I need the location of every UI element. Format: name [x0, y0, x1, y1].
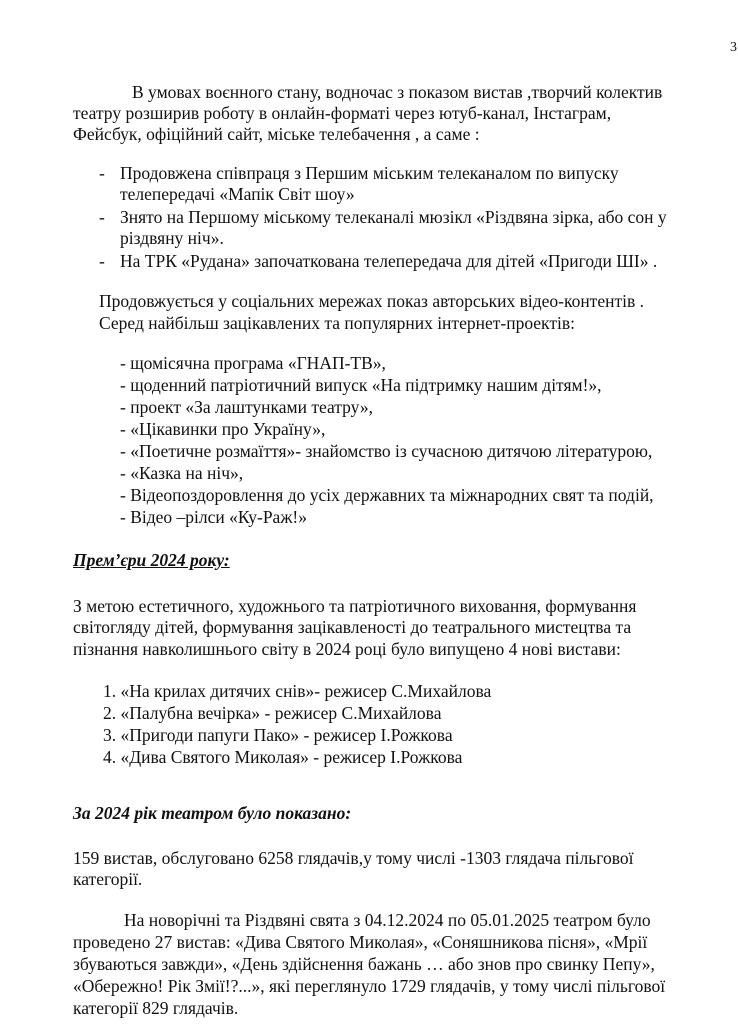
holiday-text-line: категорії 829 глядачів. [73, 998, 239, 1018]
project-item: - щоденний патріотичний випуск «На підтримку нашим дітям!», [120, 375, 602, 395]
holiday-text-line: На новорічні та Різдвяні свята з 04.12.2024 по 05.01.2025 театром було [124, 910, 651, 930]
intro-line: В умовах воєнного стану, водночас з показом вистав ,творчий колектив [132, 82, 663, 102]
project-item: - проект «За лаштунками театру», [120, 397, 373, 417]
project-item: - щомісячна програма «ГНАП-ТВ», [120, 353, 386, 373]
premieres-intro-line: пізнання навколишнього світу в 2024 році було випущено 4 нові вистави: [73, 639, 621, 659]
premiere-item: 3. «Пригоди папуги Пако» - режисер І.Рожкова [103, 725, 453, 745]
holiday-text-line: «Обережно! Рік Змії!?...», які переглянуло 1729 глядачів, у тому числі пільгової [73, 976, 666, 996]
premiere-item: 4. «Дива Святого Миколая» - режисер І.Рожкова [103, 747, 463, 767]
premieres-intro-line: З метою естетичного, художнього та патріотичного виховання, формування [73, 596, 637, 616]
intro-line: Фейсбук, офіційний сайт, міське телебачення , а саме : [73, 124, 480, 144]
list-dash: - [99, 207, 105, 227]
project-item: - «Поетичне розмаїття»- знайомство із сучасною дитячою літературою, [120, 441, 653, 461]
project-item: - «Цікавинки про Україну», [120, 419, 326, 439]
dash-item-line: Знято на Першому міському телеканалі мюзікл «Різдвяна зірка, або сон у [120, 207, 667, 227]
list-dash: - [99, 163, 105, 183]
project-item: - «Казка на ніч», [120, 463, 244, 483]
holiday-text-line: проведено 27 вистав: «Дива Святого Миколая», «Соняшникова пісня», «Мрії [73, 932, 648, 952]
dash-item-line: телепередачі «Мапік Світ шоу» [120, 184, 355, 204]
list-dash: - [99, 251, 105, 271]
shown-text-line: категорії. [73, 869, 143, 889]
holiday-text-line: збуваються завжди», «День здійснення бажань … або знов про свинку Пепу», [73, 954, 655, 974]
dash-item-line: різдвяну ніч». [120, 228, 224, 248]
project-item: - Відеопоздоровлення до усіх державних та міжнародних свят та подій, [120, 485, 654, 505]
social-intro-line: Серед найбільш зацікавлених та популярних інтернет-проектів: [99, 313, 575, 333]
shown-text-line: 159 вистав, обслуговано 6258 глядачів,у тому числі -1303 глядача пільгової [73, 848, 634, 868]
dash-item-line: На ТРК «Рудана» започаткована телепередача для дітей «Пригоди ШІ» . [120, 251, 658, 271]
project-item: - Відео –рілси «Ку-Раж!» [120, 507, 307, 527]
premiere-item: 1. «На крилах дитячих снів»- режисер С.Михайлова [103, 681, 492, 701]
premiere-item: 2. «Палубна вечірка» - режисер С.Михайлова [103, 703, 442, 723]
page-number: 3 [730, 40, 737, 55]
shown-heading: За 2024 рік театром було показано: [73, 803, 352, 823]
social-intro-line: Продовжується у соціальних мережах показ авторських відео-контентів . [99, 291, 644, 311]
premieres-intro-line: світогляду дітей, формування зацікавленості до театрального мистецтва та [73, 617, 632, 637]
dash-item-line: Продовжена співпраця з Першим міським телеканалом по випуску [120, 163, 619, 183]
intro-line: театру розширив роботу в онлайн-форматі через ютуб-канал, Інстаграм, [73, 103, 612, 123]
premieres-heading: Прем’єри 2024 року: [73, 550, 230, 570]
